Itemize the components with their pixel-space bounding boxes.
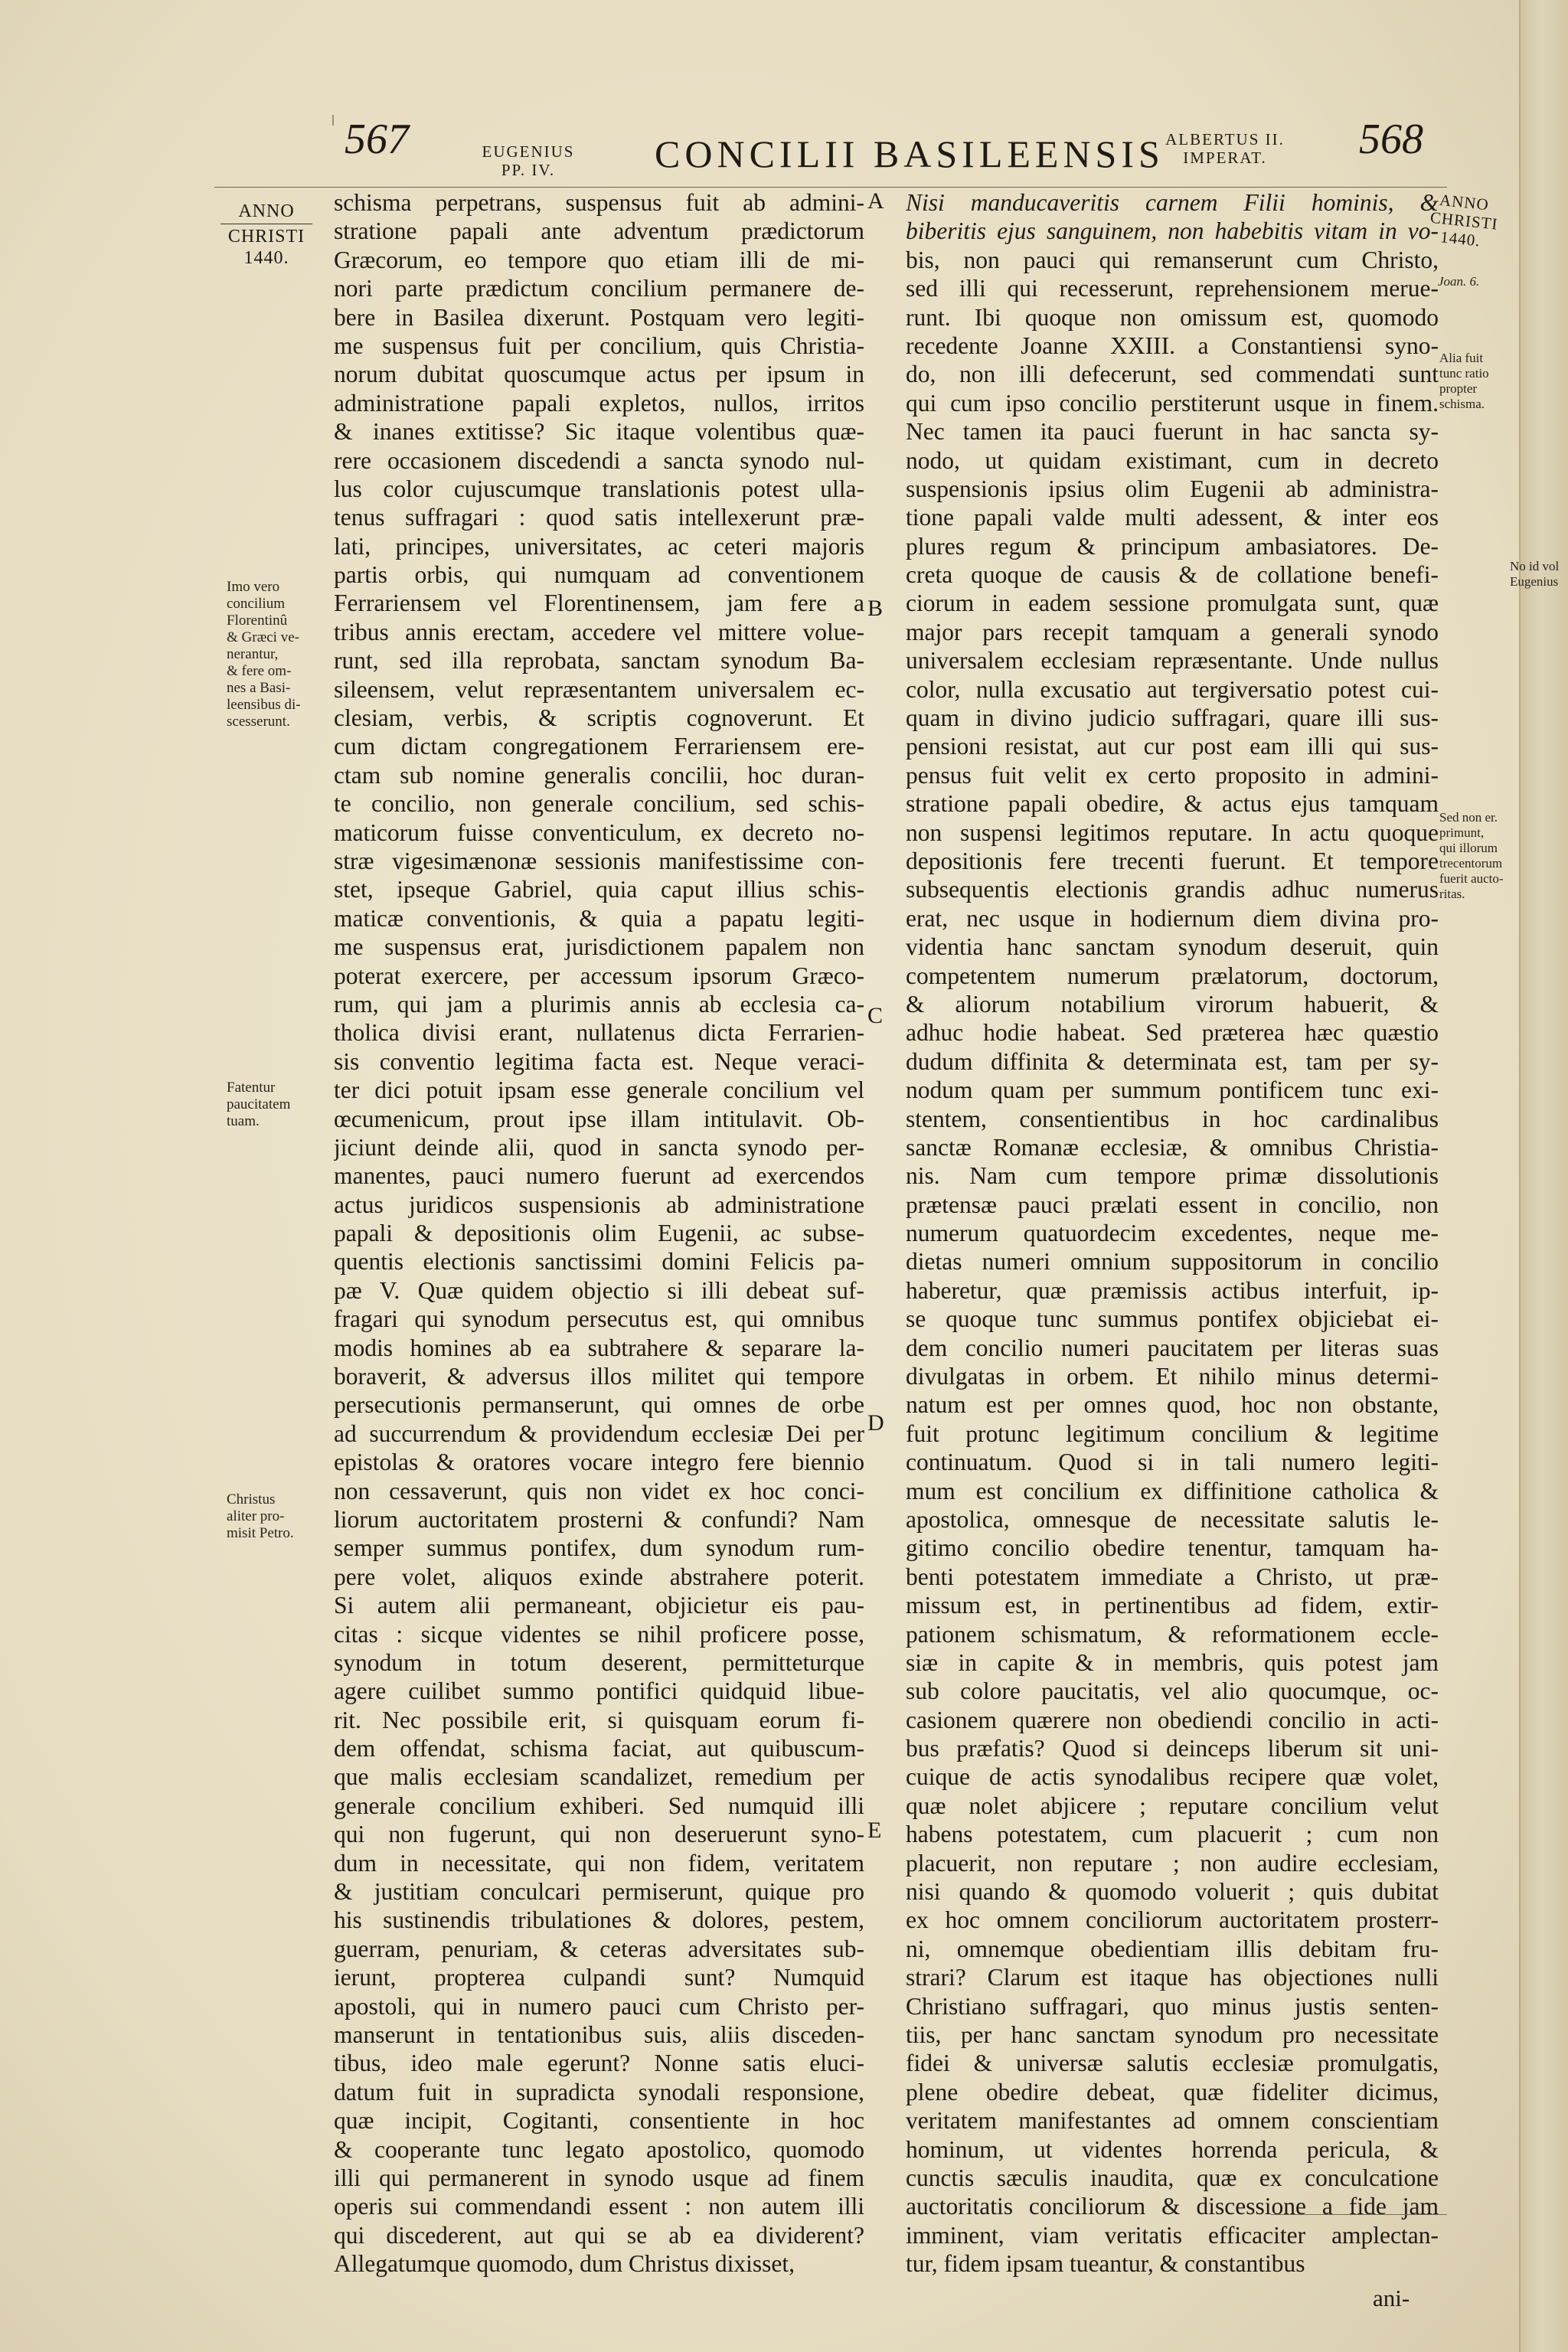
text-line: sub colore paucitatis, vel alio quocumque, oc- [906, 1677, 1439, 1705]
text-line: siæ in capite & in membris, quis potest jam [906, 1648, 1439, 1676]
text-line: subsequentis electionis grandis adhuc numerus [906, 876, 1439, 903]
text-line: poterat exercere, per accessum ipsorum Græco- [334, 962, 864, 989]
text-line: me suspensus fuit per concilium, quis Christia- [334, 332, 864, 359]
text-line: sed illi qui recesserunt, reprehensionem merue- [906, 275, 1439, 302]
text-line: biberitis ejus sanguinem, non habebitis vitam in vo- [906, 217, 1439, 245]
text-line: papali & depositionis olim Eugenii, ac subse- [334, 1220, 864, 1247]
text-line: persecutionis permanserunt, qui omnes de orbe [334, 1391, 864, 1419]
text-line: non cessaverunt, quis non videt ex hoc conci- [334, 1477, 864, 1504]
text-line: erat, nec usque in hodiernum diem divina pro- [906, 904, 1439, 932]
text-line: stet, ipseque Gabriel, quia caput illius schis- [334, 876, 864, 903]
text-line: norum dubitat quoscumque actus per ipsum in [334, 361, 864, 388]
text-line: pensus fuit velit ex certo proposito in admini- [906, 761, 1439, 789]
text-line: quam in divino judicio suffragari, quare illi sus- [906, 704, 1439, 732]
text-line: ciorum in eadem sessione promulgata sunt, quæ [906, 590, 1439, 617]
text-line: lus color cujuscumque translationis potest ulla- [334, 475, 864, 502]
text-line: qui non fugerunt, qui non deseruerunt syno- [334, 1821, 864, 1848]
text-line: rere occasionem discedendi a sancta synodo nul- [334, 446, 864, 474]
text-line: ter dici potuit ipsam esse generale concilium vel [334, 1076, 864, 1104]
text-line: dem offendat, schisma faciat, aut quibuscum- [334, 1735, 864, 1762]
text-line: cunctis sæculis inaudita, quæ ex conculcatione [906, 2164, 1439, 2191]
text-line: divulgatas in orbem. Et nihilo minus determi- [906, 1363, 1439, 1390]
text-line: semper summus pontifex, dum synodum rum- [334, 1534, 864, 1562]
text-line: competentem numerum prælatorum, doctorum, [906, 962, 1439, 989]
text-column-left [334, 188, 864, 2278]
text-line: major pars recepit tamquam a generali synodo [906, 618, 1439, 645]
text-line: maticorum fuisse conventiculum, ex decreto no- [334, 818, 864, 846]
text-line: his sustinendis tribulationes & dolores, pestem, [334, 1906, 864, 1934]
text-line: generale concilium exhiberi. Sed numquid illi [334, 1792, 864, 1819]
text-line: qui discederent, aut qui se ab ea dividerent? [334, 2221, 864, 2249]
text-line: tione papali valde multi adessent, & inter eos [906, 504, 1439, 531]
text-line: color, nulla excusatio aut tergiversatio potest cui- [906, 675, 1439, 703]
text-line: nis. Nam cum tempore primæ dissolutionis [906, 1162, 1439, 1190]
header-rule [214, 187, 1447, 188]
text-line: Allegatumque quomodo, dum Christus dixisset, [334, 2250, 795, 2278]
text-line: pationem schismatum, & reformationem eccle- [906, 1620, 1439, 1648]
text-line: tenus suffragari : quod satis intellexerunt præ- [334, 504, 864, 531]
text-line: tibus, ideo male egerunt? Nonne satis eluci- [334, 2050, 864, 2077]
text-line: nisi quando & quomodo voluerit ; quis dubitat [906, 1878, 1439, 1906]
text-line: plures regum & principum ambasiatores. De- [906, 532, 1439, 560]
text-line: auctoritatis conciliorum & discessione a fide jam [906, 2193, 1439, 2220]
text-line: numerum quatuordecim excedentes, neque me- [906, 1220, 1439, 1247]
text-line: prætensæ pauci prælati essent in concilio, non [906, 1191, 1439, 1218]
text-line: qui cum ipso concilio perstiterunt usque in finem. [906, 389, 1439, 416]
text-line: stræ vigesimænonæ sessionis manifestissime con- [334, 847, 864, 874]
text-line: boraverit, & adversus illos militet qui tempore [334, 1363, 864, 1390]
text-line: que malis ecclesiam scandalizet, remedium per [334, 1763, 864, 1791]
text-line: runt. Ibi quoque non omissum est, quomodo [906, 303, 1439, 331]
text-line: guerram, penuriam, & ceteras adversitates sub- [334, 1935, 864, 1962]
text-line: Ferrariensem vel Florentinensem, jam fere a [334, 590, 864, 617]
margin-note-right-2: Alia fuit tunc ratio propter schisma. [1439, 351, 1489, 411]
section-letter-e: E [867, 1818, 882, 1843]
text-line: quæ incipit, Cogitanti, consentiente in hoc [334, 2107, 864, 2135]
text-line: maticæ conventionis, & quia a papatu legiti- [334, 904, 864, 932]
text-line: benti potestatem immediate a Christo, ut præ- [906, 1563, 1439, 1590]
text-line: schisma perpetrans, suspensus fuit ab admini- [334, 189, 864, 216]
adjacent-page-edge [1519, 0, 1568, 2352]
text-line: ctam sub nomine generalis concilii, hoc duran- [334, 761, 864, 789]
text-line: illi qui permanerent in synodo usque ad finem [334, 2164, 864, 2191]
text-line: epistolas & oratores vocare integro fere biennio [334, 1449, 864, 1476]
text-line: fidei & universæ salutis ecclesiæ promulgatis, [906, 2050, 1439, 2077]
text-line: nodum quam per summum pontificem tunc exi- [906, 1076, 1439, 1104]
text-line: liorum auctoritatem prosterni & confundi? Nam [334, 1505, 864, 1533]
text-line: œcumenicum, prout ipse illam intitulavit. Ob- [334, 1105, 864, 1132]
text-line: nori parte prædictum concilium permanere de- [334, 275, 864, 302]
margin-note-left-2: Fatentur paucitatem tuam. [227, 1080, 291, 1129]
section-letter-b: B [867, 596, 884, 621]
text-line: bis, non pauci qui remanserunt cum Christo, [906, 246, 1439, 273]
text-line: creta quoque de causis & de collatione benefi- [906, 561, 1439, 589]
text-line: bus præfatis? Quod si deinceps liberum sit uni- [906, 1735, 1439, 1762]
text-line: stratione papali ante adventum prædictorum [334, 217, 864, 245]
section-letter-c: C [867, 1003, 884, 1028]
year-note-right: ANNO CHRISTI 1440. [1429, 190, 1499, 250]
text-line: actus juridicos suspensionis ab administratione [334, 1191, 864, 1218]
text-line: nodo, ut quidam existimant, cum in decreto [906, 446, 1439, 474]
margin-note-left-1: Imo vero concilium Florentinû & Græci ve- nerantur, & fere om- nes a Basi- leensibus di- scesserunt. [227, 579, 301, 730]
text-line: tiis, per hanc sanctam synodum pro necessitate [906, 2021, 1439, 2048]
text-line: quentis electionis sanctissimi domini Felicis pa- [334, 1248, 864, 1276]
section-letter-a: A [867, 188, 884, 214]
text-line: cuique de actis synodalibus recipere quæ volet, [906, 1763, 1439, 1791]
text-line: se quoque tunc summus pontifex objiciebat ei- [906, 1305, 1439, 1333]
text-line: apostoli, qui in numero pauci cum Christo per- [334, 1992, 864, 2020]
text-line: & aliorum notabilium virorum habuerit, & [906, 990, 1439, 1018]
margin-note-right-3: Sed non er. primunt, qui illorum trecentorum fuerit aucto- ritas. [1439, 810, 1504, 901]
text-line: Nec tamen ita pauci fuerunt in hac sancta sy- [906, 418, 1439, 446]
text-line: do, non illi defecerunt, sed commendati sunt [906, 361, 1439, 388]
text-line: non suspensi legitimos reputare. In actu quoque [906, 818, 1439, 846]
text-line: & inanes extitisse? Sic itaque volentibus quæ- [334, 418, 864, 446]
text-line: stentem, consentientibus in hoc cardinalibus [906, 1105, 1439, 1132]
running-title: CONCILII BASILEENSIS [655, 132, 1165, 175]
text-line: habens potestatem, cum placuerit ; cum non [906, 1821, 1439, 1848]
text-line: pensioni resistat, aut cur post eam illi qui sus- [906, 733, 1439, 760]
text-line: runt, sed illa reprobata, sanctam synodum Ba- [334, 647, 864, 675]
text-line: me suspensus erat, jurisdictionem papalem non [334, 933, 864, 961]
text-line: haberetur, quæ præmissis actibus interfuit, ip- [906, 1276, 1439, 1304]
text-line: datum fuit in supradicta synodali responsione, [334, 2078, 864, 2105]
text-line: ni, omnemque obedientiam illis debitam fru- [906, 1935, 1439, 1962]
text-line: modis homines ab ea subtrahere & separare la- [334, 1334, 864, 1361]
text-line: quæ nolet abjicere ; reputare concilium velut [906, 1792, 1439, 1819]
text-line: manentes, pauci numero fuerunt ad exercendos [334, 1162, 864, 1190]
text-line: fragari qui synodum persecutus est, qui omnibus [334, 1305, 864, 1333]
margin-note-right-1: Joan. 6. [1438, 274, 1480, 289]
text-line: & justitiam conculcari permiserunt, quique pro [334, 1878, 864, 1906]
text-line: tur, fidem ipsam tueantur, & constantibus [906, 2250, 1305, 2278]
text-line: veritatem manifestantes ad omnem conscientiam [906, 2107, 1439, 2135]
text-line: pere volet, aliquos exinde abstrahere poterit. [334, 1563, 864, 1590]
text-line: & cooperante tunc legato apostolico, quomodo [334, 2135, 864, 2163]
text-line: Christiano suffragari, quo minus justis senten- [906, 1992, 1439, 2020]
text-line: gitimo concilio obedire tenentur, tamquam ha- [906, 1534, 1439, 1562]
text-line: universalem ecclesiam repræsentante. Unde nullus [906, 647, 1439, 675]
text-line: plene obedire debeat, quæ fideliter dicimus, [906, 2078, 1439, 2105]
text-line: videntia hanc sanctam synodum deseruit, quin [906, 933, 1439, 961]
ink-mark [332, 115, 334, 126]
text-line: imminent, viam veritatis efficaciter amplectan- [906, 2221, 1439, 2249]
text-line: operis sui commendandi essent : non autem illi [334, 2193, 864, 2220]
catchword: ani- [1373, 2285, 1410, 2311]
margin-note-left-3: Christus aliter pro- misit Petro. [227, 1491, 294, 1541]
text-line: stratione papali obedire, & actus ejus tamquam [906, 790, 1439, 818]
text-line: bere in Basilea dixerunt. Postquam vero legiti- [334, 303, 864, 331]
page-number-right: 568 [1359, 116, 1423, 163]
text-line: dem concilio numeri paucitatem per literas suas [906, 1334, 1439, 1361]
text-line: jiciunt deinde alii, quod in sancta synodo per- [334, 1133, 864, 1161]
text-line: natum est per omnes quod, hoc non obstante, [906, 1391, 1439, 1419]
text-line: dum in necessitate, qui non fidem, veritatem [334, 1849, 864, 1877]
next-page-margin-fragment: No id vol Eugenius [1510, 559, 1560, 589]
text-line: recedente Joanne XXIII. a Constantiensi syno- [906, 332, 1439, 359]
text-line: fuit protunc legitimum concilium & legitime [906, 1419, 1439, 1447]
text-line: hominum, ut videntes horrenda pericula, & [906, 2135, 1439, 2163]
text-line: pæ V. Quæ quidem objectio si illi debeat suf- [334, 1276, 864, 1304]
text-line: missum est, in pertinentibus ad fidem, extir- [906, 1592, 1439, 1619]
text-line: placuerit, non reputare ; non audire ecclesiam, [906, 1849, 1439, 1877]
text-line: tholica divisi erant, nullatenus dicta Ferrarien- [334, 1019, 864, 1047]
text-line: Nisi manducaveritis carnem Filii hominis, & [906, 189, 1439, 216]
text-line: mum est concilium ex diffinitione catholica & [906, 1477, 1439, 1504]
text-line: sanctæ Romanæ ecclesiæ, & omnibus Christia- [906, 1133, 1439, 1161]
running-head-right: ALBERTUS II. IMPERAT. [1165, 130, 1285, 167]
footer-rule [1271, 2214, 1447, 2215]
text-line: citas : sicque videntes se nihil proficere posse, [334, 1620, 864, 1648]
text-line: dietas numeri omnium suppositorum in concilio [906, 1248, 1439, 1276]
text-line: sileensem, velut repræsentantem universalem ec- [334, 675, 864, 703]
text-line: sis conventio legitima facta est. Neque veraci- [334, 1047, 864, 1075]
text-line: strari? Clarum est itaque has objectiones nulli [906, 1964, 1439, 1991]
text-line: ex hoc omnem conciliorum auctoritatem prosterr- [906, 1906, 1439, 1934]
text-line: depositionis fere trecenti fuerunt. Et tempore [906, 847, 1439, 874]
text-line: rum, qui jam a plurimis annis ab ecclesia ca- [334, 990, 864, 1018]
text-line: adhuc hodie habeat. Sed præterea hæc quæstio [906, 1019, 1439, 1047]
text-line: rit. Nec possibile erit, si quisquam eorum fi- [334, 1706, 864, 1733]
text-line: tribus annis erectam, accedere vel mittere volue- [334, 618, 864, 645]
page-number-left: 567 [345, 116, 409, 163]
text-line: ierunt, propterea culpandi sunt? Numquid [334, 1964, 864, 1991]
text-line: agere cuilibet summo pontifici quidquid libue- [334, 1677, 864, 1705]
text-line: administratione papali expletos, nullos, irritos [334, 389, 864, 416]
text-line: synodum in totum deserent, permitteturque [334, 1648, 864, 1676]
text-line: casionem quærere non obediendi concilio in acti- [906, 1706, 1439, 1733]
text-line: apostolica, omnesque de necessitate salutis le- [906, 1505, 1439, 1533]
text-line: lati, principes, universitates, ac ceteri majoris [334, 532, 864, 560]
text-line: Si autem alii permaneant, objicietur eis pau- [334, 1592, 864, 1619]
section-letter-d: D [867, 1410, 884, 1436]
text-line: te concilio, non generale concilium, sed schis- [334, 790, 864, 818]
text-line: Græcorum, eo tempore quo etiam illi de mi- [334, 246, 864, 273]
running-head-left: EUGENIUS PP. IV. [482, 142, 575, 179]
text-line: suspensionis ipsius olim Eugenii ab administra- [906, 475, 1439, 502]
text-line: cum dictam congregationem Ferrariensem ere- [334, 733, 864, 760]
text-column-right [906, 188, 1439, 2278]
text-line: clesiam, verbis, & scriptis cognoverunt. Et [334, 704, 864, 732]
text-line: dudum diffinita & determinata est, tam per sy- [906, 1047, 1439, 1075]
text-line: ad succurrendum & providendum ecclesiæ Dei per [334, 1419, 864, 1447]
text-line: partis orbis, qui numquam ad conventionem [334, 561, 864, 589]
text-line: manserunt in tentationibus suis, aliis disceden- [334, 2021, 864, 2048]
text-line: continuatum. Quod si in tali numero legiti- [906, 1449, 1439, 1476]
year-note-left: ANNO CHRISTI 1440. [213, 201, 320, 269]
